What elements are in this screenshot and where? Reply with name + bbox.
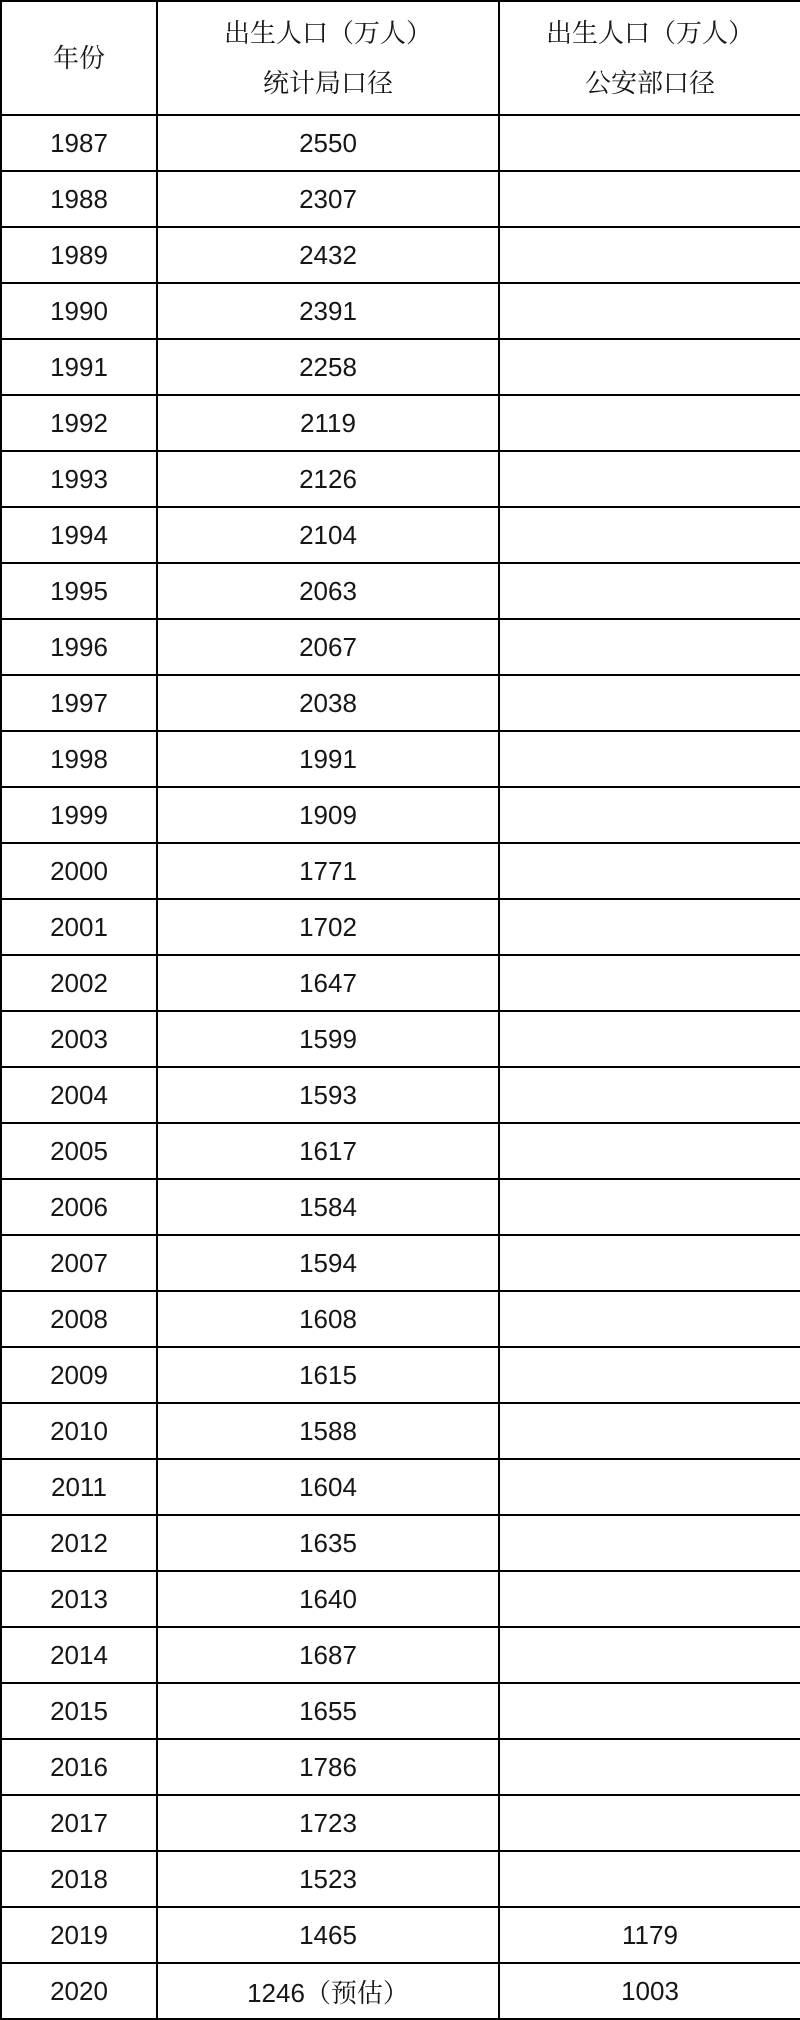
cell-public-security-value xyxy=(499,451,800,507)
cell-stats-bureau-value: 2104 xyxy=(157,507,499,563)
table-row xyxy=(1,1683,800,1739)
cell-stats-bureau-value: 1584 xyxy=(157,1179,499,1235)
cell-public-security-value xyxy=(499,843,800,899)
column-header-stats-bureau-title: 出生人口（万人） xyxy=(223,18,432,48)
cell-public-security-value xyxy=(499,283,800,339)
cell-public-security-value xyxy=(499,619,800,675)
cell-public-security-value xyxy=(499,227,800,283)
cell-public-security-value: 1003 xyxy=(499,1963,800,2019)
table-row xyxy=(1,1459,800,1515)
cell-stats-bureau-value: 1771 xyxy=(157,843,499,899)
cell-stats-bureau-value: 2038 xyxy=(157,675,499,731)
cell-public-security-value xyxy=(499,675,800,731)
cell-public-security-value xyxy=(499,1571,800,1627)
cell-public-security-value xyxy=(499,731,800,787)
cell-year: 2000 xyxy=(1,843,157,899)
cell-stats-bureau-value: 1617 xyxy=(157,1123,499,1179)
cell-stats-bureau-value: 1599 xyxy=(157,1011,499,1067)
cell-stats-bureau-value: 1594 xyxy=(157,1235,499,1291)
cell-public-security-value xyxy=(499,1459,800,1515)
column-header-stats-bureau-subtitle: 统计局口径 xyxy=(262,68,393,98)
table-row xyxy=(1,1795,800,1851)
table-row xyxy=(1,115,800,171)
table-row xyxy=(1,507,800,563)
table-row xyxy=(1,227,800,283)
cell-stats-bureau-value: 2307 xyxy=(157,171,499,227)
cell-stats-bureau-value: 1702 xyxy=(157,899,499,955)
cell-public-security-value xyxy=(499,171,800,227)
cell-public-security-value xyxy=(499,1739,800,1795)
column-header-public-security xyxy=(499,1,800,115)
column-header-public-security-subtitle: 公安部口径 xyxy=(584,68,715,98)
table-row xyxy=(1,1851,800,1907)
cell-public-security-value xyxy=(499,1403,800,1459)
cell-public-security-value xyxy=(499,563,800,619)
table-row xyxy=(1,731,800,787)
cell-year: 2020 xyxy=(1,1963,157,2019)
cell-public-security-value xyxy=(499,1347,800,1403)
cell-year: 1994 xyxy=(1,507,157,563)
cell-year: 2003 xyxy=(1,1011,157,1067)
cell-stats-bureau-value: 1604 xyxy=(157,1459,499,1515)
cell-year: 2006 xyxy=(1,1179,157,1235)
cell-year: 2013 xyxy=(1,1571,157,1627)
table-row xyxy=(1,171,800,227)
cell-year: 1995 xyxy=(1,563,157,619)
cell-year: 1998 xyxy=(1,731,157,787)
table-row xyxy=(1,283,800,339)
cell-year: 2015 xyxy=(1,1683,157,1739)
cell-stats-bureau-value: 1465 xyxy=(157,1907,499,1963)
cell-year: 2002 xyxy=(1,955,157,1011)
table-row xyxy=(1,1067,800,1123)
cell-year: 2009 xyxy=(1,1347,157,1403)
cell-stats-bureau-value: 2432 xyxy=(157,227,499,283)
cell-stats-bureau-value: 2258 xyxy=(157,339,499,395)
cell-year: 2007 xyxy=(1,1235,157,1291)
cell-year: 2019 xyxy=(1,1907,157,1963)
table-row xyxy=(1,843,800,899)
cell-year: 2011 xyxy=(1,1459,157,1515)
table-row xyxy=(1,675,800,731)
cell-year: 2014 xyxy=(1,1627,157,1683)
cell-year: 2005 xyxy=(1,1123,157,1179)
cell-public-security-value xyxy=(499,395,800,451)
cell-stats-bureau-value: 2063 xyxy=(157,563,499,619)
cell-stats-bureau-value: 2067 xyxy=(157,619,499,675)
cell-public-security-value: 1179 xyxy=(499,1907,800,1963)
cell-stats-bureau-value: 1523 xyxy=(157,1851,499,1907)
table-body xyxy=(1,115,800,2019)
table-row xyxy=(1,1571,800,1627)
cell-stats-bureau-value: 1246（预估） xyxy=(157,1963,499,2019)
cell-stats-bureau-value: 1786 xyxy=(157,1739,499,1795)
column-header-stats-bureau xyxy=(157,1,499,115)
cell-year: 2008 xyxy=(1,1291,157,1347)
cell-public-security-value xyxy=(499,1627,800,1683)
cell-public-security-value xyxy=(499,787,800,843)
cell-public-security-value xyxy=(499,955,800,1011)
cell-year: 1999 xyxy=(1,787,157,843)
cell-year: 1992 xyxy=(1,395,157,451)
cell-year: 2010 xyxy=(1,1403,157,1459)
column-header-year xyxy=(1,1,157,115)
cell-public-security-value xyxy=(499,1123,800,1179)
table-row xyxy=(1,1347,800,1403)
table-row xyxy=(1,1907,800,1963)
cell-public-security-value xyxy=(499,1851,800,1907)
cell-public-security-value xyxy=(499,1235,800,1291)
table-row xyxy=(1,1739,800,1795)
table-row xyxy=(1,1179,800,1235)
cell-public-security-value xyxy=(499,1067,800,1123)
table-row xyxy=(1,395,800,451)
cell-stats-bureau-value: 1608 xyxy=(157,1291,499,1347)
cell-year: 1997 xyxy=(1,675,157,731)
cell-public-security-value xyxy=(499,1291,800,1347)
cell-stats-bureau-value: 2126 xyxy=(157,451,499,507)
cell-public-security-value xyxy=(499,1179,800,1235)
table-row xyxy=(1,339,800,395)
table-row xyxy=(1,1291,800,1347)
cell-year: 2004 xyxy=(1,1067,157,1123)
cell-stats-bureau-value: 1635 xyxy=(157,1515,499,1571)
cell-stats-bureau-value: 2391 xyxy=(157,283,499,339)
header-row xyxy=(1,1,800,115)
cell-public-security-value xyxy=(499,1515,800,1571)
table-row xyxy=(1,1011,800,1067)
table-row xyxy=(1,1235,800,1291)
cell-stats-bureau-value: 1588 xyxy=(157,1403,499,1459)
cell-year: 2001 xyxy=(1,899,157,955)
cell-public-security-value xyxy=(499,1795,800,1851)
cell-public-security-value xyxy=(499,339,800,395)
cell-stats-bureau-value: 1909 xyxy=(157,787,499,843)
cell-stats-bureau-value: 2550 xyxy=(157,115,499,171)
cell-year: 1988 xyxy=(1,171,157,227)
cell-year: 1991 xyxy=(1,339,157,395)
cell-stats-bureau-value: 1593 xyxy=(157,1067,499,1123)
cell-stats-bureau-value: 1687 xyxy=(157,1627,499,1683)
cell-year: 2016 xyxy=(1,1739,157,1795)
cell-year: 2012 xyxy=(1,1515,157,1571)
cell-year: 1990 xyxy=(1,283,157,339)
cell-stats-bureau-value: 1723 xyxy=(157,1795,499,1851)
cell-year: 1996 xyxy=(1,619,157,675)
cell-stats-bureau-value: 1615 xyxy=(157,1347,499,1403)
cell-stats-bureau-value: 2119 xyxy=(157,395,499,451)
table-row xyxy=(1,1123,800,1179)
table-row xyxy=(1,955,800,1011)
cell-year: 2018 xyxy=(1,1851,157,1907)
table-row xyxy=(1,1963,800,2019)
cell-stats-bureau-value: 1655 xyxy=(157,1683,499,1739)
cell-year: 2017 xyxy=(1,1795,157,1851)
column-header-year-title: 年份 xyxy=(52,43,105,73)
column-header-public-security-title: 出生人口（万人） xyxy=(545,18,754,48)
cell-public-security-value xyxy=(499,115,800,171)
table-row xyxy=(1,619,800,675)
cell-public-security-value xyxy=(499,1011,800,1067)
table-row xyxy=(1,451,800,507)
cell-public-security-value xyxy=(499,507,800,563)
cell-public-security-value xyxy=(499,899,800,955)
cell-stats-bureau-value: 1647 xyxy=(157,955,499,1011)
table-row xyxy=(1,1403,800,1459)
cell-public-security-value xyxy=(499,1683,800,1739)
cell-stats-bureau-value: 1991 xyxy=(157,731,499,787)
table-row xyxy=(1,1627,800,1683)
cell-year: 1989 xyxy=(1,227,157,283)
table-row xyxy=(1,1515,800,1571)
table-row xyxy=(1,563,800,619)
table-row xyxy=(1,787,800,843)
cell-year: 1993 xyxy=(1,451,157,507)
cell-year: 1987 xyxy=(1,115,157,171)
cell-stats-bureau-value: 1640 xyxy=(157,1571,499,1627)
table-row xyxy=(1,899,800,955)
